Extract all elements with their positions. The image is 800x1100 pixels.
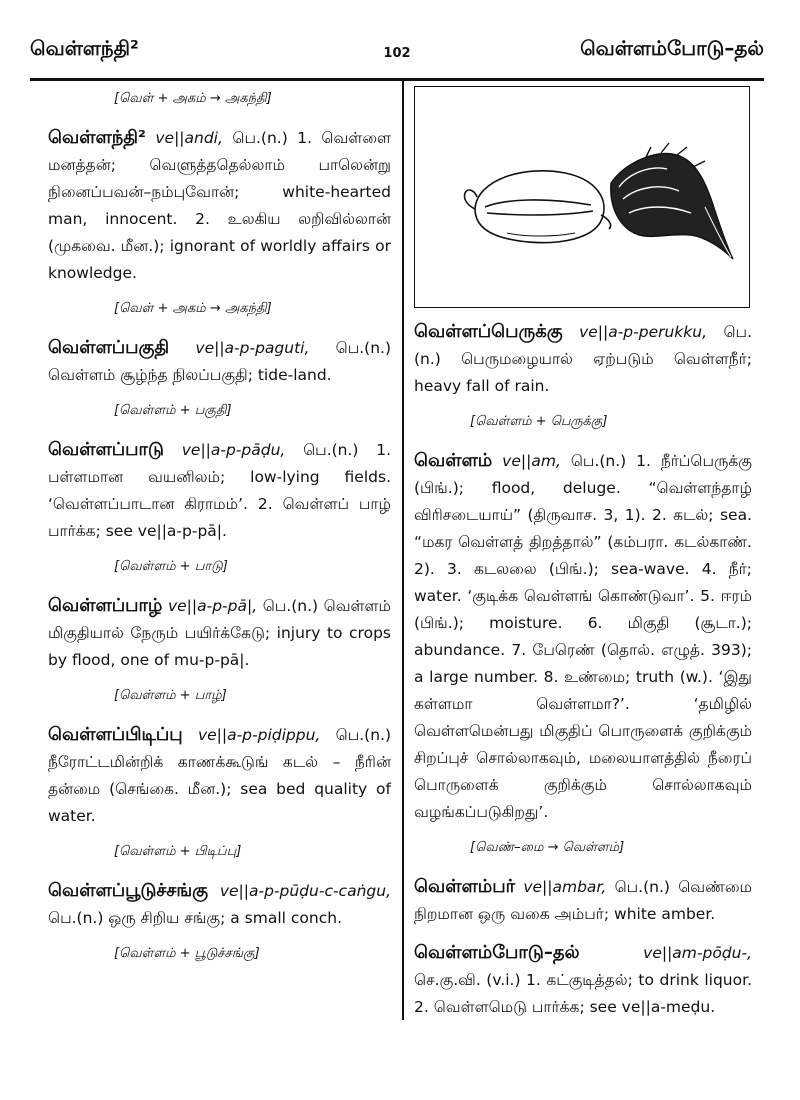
transliteration: ve||am, (502, 452, 561, 470)
etymology: [வெள்ளம் + பெருக்கு] (470, 414, 608, 429)
headword: வெள்ளப்பெருக்கு (414, 321, 563, 342)
dictionary-entry (414, 447, 752, 826)
definition: பெ.(n.) 1. நீர்ப்பெருக்கு (பிங்.); flood, deluge. “வெள்ளந்தாழ் விரிசடையாய்” (திருவாச. 3, 1). 2. கடல்; sea. “மகர வெள்ளத் திறத்தால்” (கம்பரா. கடல்காண். 2). 3. கடலலை (பிங்.); sea-wave. 4. நீர்; water. ‘குடிக்க வெள்ளங் கொண்டுவா’. 5. ஈரம் (பிங்.); moisture. 6. மிகுதி (சூடா.); abundance. 7. பேரெண் (தொல். எழுத். 393); a large number. 8. உண்மை; truth (w.). ‘இது கள்ளமா வெள்ளமா?’. ‘தமிழில் வெள்ளமென்பது மிகுதிப் பொருளைக் குறிக்கும் சிறப்புச் சொல்லாகவும், மலையாளத்தில் நீரைப் பொருளைக் குறிக்கும் சொல்லாகவும் வழங்கப்படுகிறது’. (414, 452, 752, 821)
right-column (414, 86, 752, 1032)
transliteration: ve||a-p-paguti, (195, 339, 310, 357)
transliteration: ve||a-p-pūḍu-c-caṅgu, (219, 882, 391, 900)
headword: வெள்ளப்பாடு (48, 439, 164, 460)
dictionary-entry (414, 939, 752, 1021)
header-right-word: வெள்ளம்போடு–தல் (580, 36, 764, 60)
page-number: 102 (383, 46, 411, 61)
dictionary-entry (48, 877, 391, 932)
dictionary-entry (414, 873, 752, 928)
dictionary-entry (48, 592, 391, 674)
definition: பெ.(n.) ஒரு சிறிய சங்கு; a small conch. (48, 909, 343, 927)
dictionary-entry (48, 334, 391, 389)
etymology: [வெள் + அகம் → அகந்தி] (114, 91, 272, 106)
transliteration: ve||andi, (155, 129, 223, 147)
etymology: [வெள்ளம் + பாழ்] (114, 688, 227, 703)
conch-shell-icon (611, 143, 733, 259)
etymology: [வெள்ளம் + பகுதி] (114, 403, 232, 418)
etymology: [வெள்ளம் + பிடிப்பு] (114, 844, 242, 859)
headword: வெள்ளப்பூடுச்சங்கு (48, 880, 208, 901)
left-column (48, 88, 391, 979)
etymology: [வெள் + அகம் → அகந்தி] (114, 301, 272, 316)
headword: வெள்ளந்தி² (48, 127, 146, 148)
definition: பெ.(n.) 1. வெள்ளை மனத்தன்; வெளுத்ததெல்லாம் பாலென்று நினைப்பவன்–நம்புவோன்; white-hearted man, innocent. 2. உலகிய லறிவில்லான் (முகவை. மீன.); ignorant of worldly affairs or knowledge. (48, 129, 391, 282)
shell-drawing (415, 87, 749, 307)
transliteration: ve||a-p-pāḍu, (181, 441, 286, 459)
cowrie-shell-icon (464, 171, 610, 243)
transliteration: ve||am-pōḍu-, (643, 944, 752, 962)
etymology: [வெண்–மை → வெள்ளம்] (470, 840, 625, 855)
dictionary-entry (48, 436, 391, 545)
headword: வெள்ளப்பாழ் (48, 595, 163, 616)
definition: பெ.(n.) வெள்ளம் மிகுதியால் நேரும் பயிர்க்கேடு; injury to crops by flood, one of mu-p-pā|. (48, 597, 391, 669)
headword: வெள்ளப்பகுதி (48, 337, 170, 358)
etymology: [வெள்ளம் + பூடுச்சங்கு] (114, 946, 260, 961)
dictionary-entry (48, 124, 391, 287)
etymology: [வெள்ளம் + பாடு] (114, 559, 228, 574)
definition: பெ.(n.) வெள்ளம் சூழ்ந்த நிலப்பகுதி; tide-land. (48, 339, 391, 384)
definition: பெ.(n.) நீரோட்டமின்றிக் காணக்கூடுங் கடல் – நீரின் தன்மை (செங்கை. மீன.); sea bed quality of water. (48, 726, 391, 825)
transliteration: ve||a-p-perukku, (579, 323, 708, 341)
headword: வெள்ளப்பிடிப்பு (48, 724, 183, 745)
dictionary-entry (414, 318, 752, 400)
transliteration: ve||a-p-pā|, (167, 597, 258, 615)
headword: வெள்ளம் (414, 450, 493, 471)
definition: பெ.(n.) வெண்மை நிறமான ஒரு வகை அம்பர்; white amber. (414, 878, 752, 923)
transliteration: ve||a-p-piḍippu, (197, 726, 321, 744)
headword: வெள்ளம்பர் (414, 876, 516, 897)
column-divider (402, 80, 404, 1020)
header-left-word: வெள்ளந்தி² (30, 36, 139, 60)
definition: செ.கு.வி. (v.i.) 1. கட்குடித்தல்; to drink liquor. 2. வெள்ளமெடு பார்க்க; see ve||a-meḍu. (414, 971, 752, 1016)
transliteration: ve||ambar, (523, 878, 607, 896)
definition: பெ.(n.) 1. பள்ளமான வயனிலம்; low-lying fields. ‘வெள்ளப்பாடான கிராமம்’. 2. வெள்ளப் பாழ் பார்க்க; see ve||a-p-pā|. (48, 441, 391, 540)
shell-illustration (414, 86, 750, 308)
dictionary-entry (48, 721, 391, 830)
page-header (30, 28, 764, 81)
headword: வெள்ளம்போடு–தல் (414, 942, 580, 963)
definition: பெ.(n.) பெருமழையால் ஏற்படும் வெள்ளநீர்; heavy fall of rain. (414, 323, 752, 395)
